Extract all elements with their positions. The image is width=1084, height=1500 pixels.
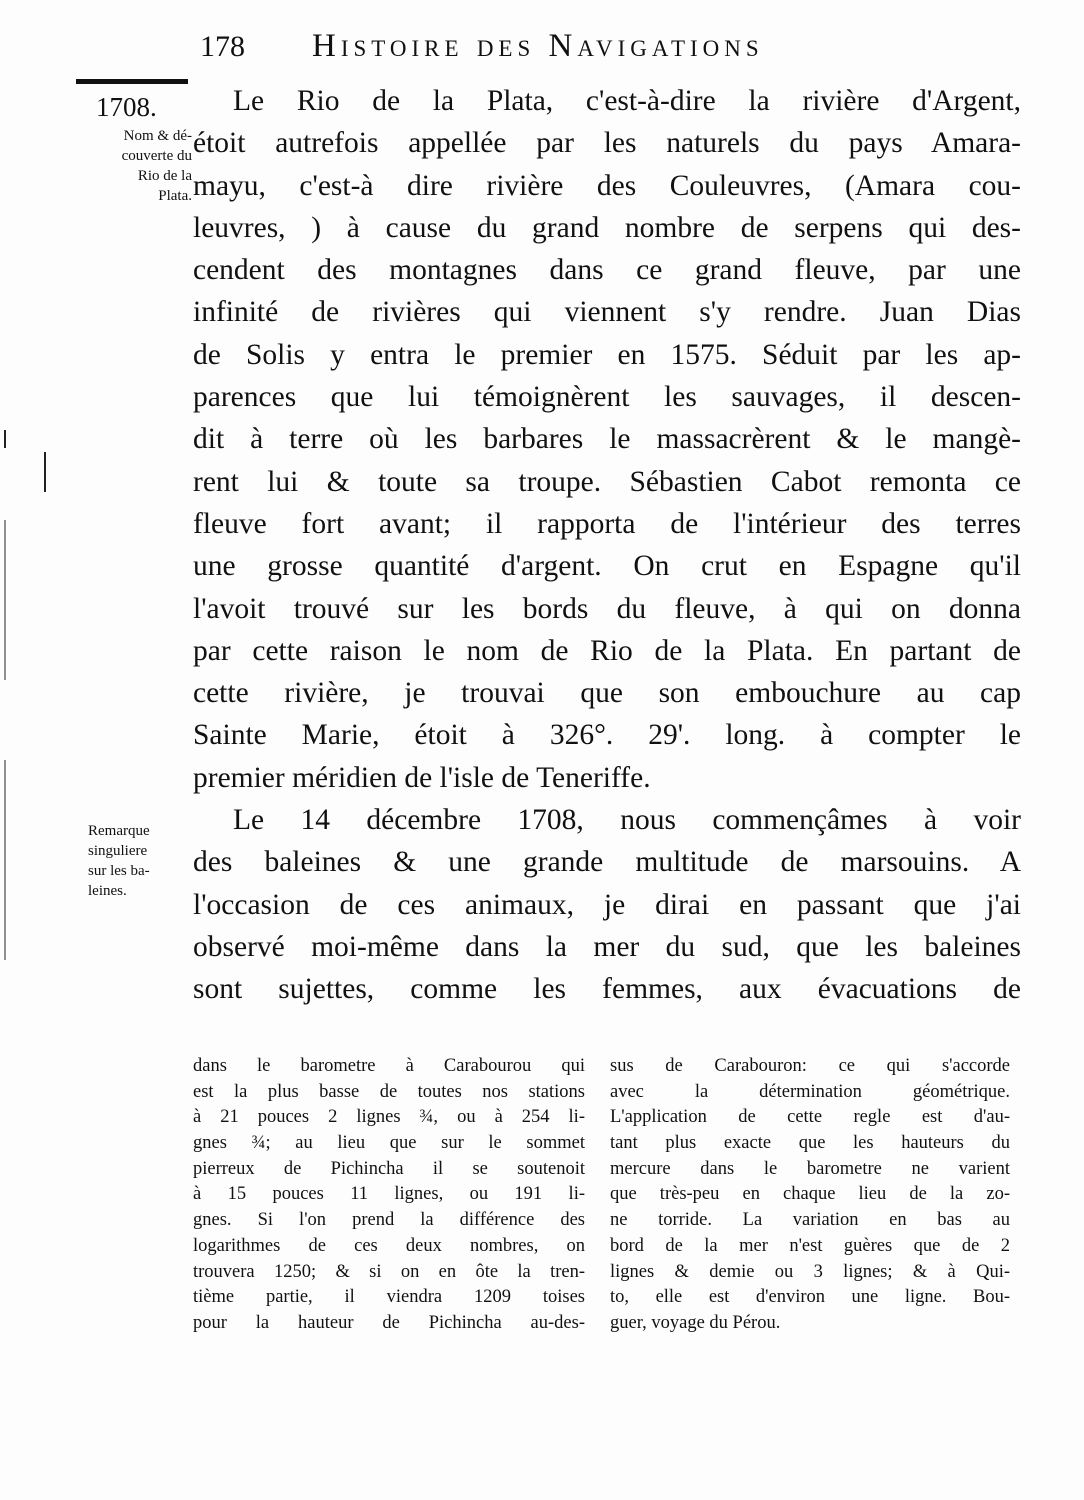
text-line: de Solis y entra le premier en 1575. Séduit par les ap- xyxy=(193,338,1021,371)
text-line: l'avoit trouvé sur les bords du fleuve, à qui on donna xyxy=(193,592,1021,625)
margin-note-line: sur les ba- xyxy=(88,863,150,879)
text-line: leuvres, ) à cause du grand nombre de serpens qui des- xyxy=(193,211,1021,244)
footnote-line: sus de Carabouron: ce qui s'accorde xyxy=(610,1056,1010,1076)
footnote-column-left xyxy=(193,1054,585,1337)
gutter-mark xyxy=(44,452,46,492)
text-line: rent lui & toute sa troupe. Sébastien Cabot remonta ce xyxy=(193,465,1021,498)
text-line: dit à terre où les barbares le massacrèrent & le mangè- xyxy=(193,423,1021,456)
text-line: cendent des montagnes dans ce grand fleuve, par une xyxy=(193,254,1021,287)
running-title: Histoire des Navigations xyxy=(312,28,764,64)
footnote-line: pierreux de Pichincha il se soutenoit xyxy=(193,1158,585,1179)
gutter-mark xyxy=(4,760,6,960)
text-line: fleuve fort avant; il rapporta de l'intérieur des terres xyxy=(193,507,1021,540)
footnote-line: logarithmes de ces deux nombres, on xyxy=(193,1235,585,1256)
footnote-line: mercure dans le barometre ne varient xyxy=(610,1158,1010,1179)
text-line: par cette raison le nom de Rio de la Plata. En partant de xyxy=(193,634,1021,667)
text-line: l'occasion de ces animaux, je dirai en passant que j'ai xyxy=(193,888,1021,921)
footnote-column-right xyxy=(610,1054,1010,1337)
footnote-line: tième partie, il viendra 1209 toises xyxy=(193,1287,585,1308)
footnote-line: guer, voyage du Pérou. xyxy=(610,1312,781,1333)
text-line: étoit autrefois appellée par les naturels du pays Amara- xyxy=(193,127,1021,160)
margin-note-whales xyxy=(88,821,200,901)
footnote-line: à 15 pouces 11 lignes, ou 191 li- xyxy=(193,1184,585,1205)
text-line: premier méridien de l'isle de Teneriffe. xyxy=(193,761,651,794)
margin-note-line: Rio de la xyxy=(137,168,192,184)
page-header xyxy=(200,28,920,70)
footnote-line: to, elle est d'environ une ligne. Bou- xyxy=(610,1287,1010,1308)
margin-year: 1708. xyxy=(96,92,157,122)
text-line: parences que lui témoignèrent les sauvages, il descen- xyxy=(193,381,1021,414)
text-line: des baleines & une grande multitude de marsouins. A xyxy=(193,846,1021,879)
gutter-mark xyxy=(4,430,6,448)
main-text xyxy=(193,80,1021,1011)
footnote-line: dans le barometre à Carabourou qui xyxy=(193,1056,585,1076)
text-line: observé moi-même dans la mer du sud, que les baleines xyxy=(193,930,1021,963)
footnote-line: lignes & demie ou 3 lignes; & à Qui- xyxy=(610,1261,1010,1282)
gutter-mark xyxy=(4,520,6,680)
footnote-line: avec la détermination géométrique. xyxy=(610,1081,1010,1102)
footnote-line: bord de la mer n'est guères que de 2 xyxy=(610,1235,1010,1256)
footnote-line: que très-peu en chaque lieu de la zo- xyxy=(610,1184,1010,1205)
margin-note-line: Nom & dé- xyxy=(123,128,192,144)
footnote-line: tant plus exacte que les hauteurs du xyxy=(610,1133,1010,1154)
margin-note-line: Remarque xyxy=(88,823,150,839)
footnote-line: L'application de cette regle est d'au- xyxy=(610,1107,1010,1128)
text-line: une grosse quantité d'argent. On crut en Espagne qu'il xyxy=(193,550,1021,583)
footnote-line: pour la hauteur de Pichincha au-des- xyxy=(193,1312,585,1333)
margin-note-line: couverte du xyxy=(121,148,192,164)
text-line: Le 14 décembre 1708, nous commençâmes à voir xyxy=(233,804,1021,837)
margin-note-line: Plata. xyxy=(158,188,192,204)
footnote-line: gnes ¾; au lieu que sur le sommet xyxy=(193,1133,585,1154)
margin-note-discovery xyxy=(80,126,192,206)
text-line: infinité de rivières qui viennent s'y rendre. Juan Dias xyxy=(193,296,1021,329)
footnote-line: à 21 pouces 2 lignes ¾, ou à 254 li- xyxy=(193,1107,585,1128)
header-rule xyxy=(76,79,188,84)
margin-note-line: singuliere xyxy=(88,843,148,859)
footnote-line: gnes. Si l'on prend la différence des xyxy=(193,1210,585,1231)
text-line: sont sujettes, comme les femmes, aux évacuations de xyxy=(193,973,1021,1006)
page-number: 178 xyxy=(200,30,245,63)
footnote-line: ne torride. La variation en bas au xyxy=(610,1210,1010,1231)
text-line: cette rivière, je trouvai que son embouchure au cap xyxy=(193,677,1021,710)
footnote-line: trouvera 1250; & si on en ôte la tren- xyxy=(193,1261,585,1282)
text-line: Le Rio de la Plata, c'est-à-dire la rivière d'Argent, xyxy=(233,85,1021,117)
text-line: Sainte Marie, étoit à 326°. 29'. long. à compter le xyxy=(193,719,1021,752)
footnote-line: est la plus basse de toutes nos stations xyxy=(193,1081,585,1102)
margin-note-line: leines. xyxy=(88,883,127,899)
text-line: mayu, c'est-à dire rivière des Couleuvres, (Amara cou- xyxy=(193,169,1021,202)
